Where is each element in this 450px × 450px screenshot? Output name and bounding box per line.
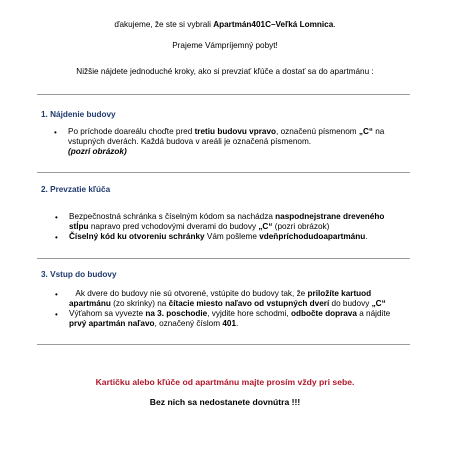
- text-bold: čítacie miesto naľavo od vstupných dverí: [168, 299, 330, 308]
- reminder-text: Kartičku alebo kľúče od apartmánu majte prosím vždy pri sebe.: [95, 377, 355, 387]
- section-1-title: 1. Nájdenie budovy: [41, 110, 116, 119]
- section-2-bullet-2: [69, 232, 367, 242]
- text: a nájdite: [356, 309, 391, 318]
- divider: [37, 94, 410, 95]
- section-3-bullet-2-line-2: [69, 319, 238, 329]
- bullet: •: [55, 233, 58, 242]
- text: Po príchode doareálu choďte pred: [68, 127, 195, 136]
- section-3-bullet-2-line-1: [69, 309, 390, 319]
- divider: [37, 172, 410, 173]
- section-3-bullet-1-line-2: [69, 299, 386, 309]
- text: Vám pošleme: [204, 232, 260, 241]
- text: (pozri obrázok): [272, 222, 330, 231]
- apartment-name: Apartmán401C–Veľká Lomnica: [213, 20, 334, 29]
- divider: [37, 344, 410, 345]
- text-bold: „C“: [358, 127, 373, 136]
- section-3-bullet-1-line-1: [69, 289, 371, 299]
- text: .: [236, 319, 239, 328]
- text-bold: Číselný kód ku otvoreniu schránky: [69, 232, 205, 241]
- bullet: •: [55, 213, 58, 222]
- thanks-line: [0, 20, 450, 29]
- text: do budovy: [329, 299, 372, 308]
- text: .: [365, 232, 368, 241]
- section-2-title: 2. Prevzatie kľúča: [41, 185, 111, 194]
- text-bold: priložíte kartuod: [307, 289, 372, 298]
- section-2-bullet-1-line-2: [69, 222, 329, 232]
- text: Ak dvere do budovy nie sú otvorené, vstúpite do budovy tak, že: [69, 289, 308, 298]
- thanks-suffix: .: [333, 20, 336, 29]
- section-2-bullet-1-line-1: [69, 212, 384, 222]
- section-3-title: 3. Vstup do budovy: [41, 270, 117, 279]
- divider: [37, 258, 410, 259]
- text-bold: na 3. poschodie: [145, 309, 208, 318]
- text-bold: apartmánu: [69, 299, 111, 308]
- section-1-text-line-3: (pozri obrázok): [68, 147, 127, 156]
- text: Výťahom sa vyvezte: [69, 309, 146, 318]
- closing-text: Bez nich sa nedostanete dovnútra !!!: [149, 397, 301, 407]
- text-bold: naspodnejstrane dreveného: [275, 212, 385, 221]
- text: na: [372, 127, 385, 136]
- text-bold: 401: [222, 319, 237, 328]
- text-bold: prvý apartmán naľavo: [69, 319, 155, 328]
- text-bold: „C“: [258, 222, 273, 231]
- bullet: •: [54, 128, 57, 137]
- text-bold: „C“: [371, 299, 386, 308]
- thanks-prefix: ďakujeme, že ste si vybrali: [114, 20, 214, 29]
- text: , vyjdite hore schodmi,: [207, 309, 291, 318]
- text: (zo skrinky) na: [110, 299, 169, 308]
- text-bold: odbočte doprava: [290, 309, 357, 318]
- text-bold: tretiu budovu vpravo: [194, 127, 277, 136]
- bullet: •: [55, 290, 58, 299]
- text: , označený číslom: [154, 319, 223, 328]
- section-1-text-line-2: vstupných dverách. Každá budova v areáli je označená písmenom.: [68, 137, 312, 146]
- section-1-text-line-1: [68, 127, 384, 137]
- text: , označenú písmenom: [276, 127, 359, 136]
- intro-line: Nižšie nájdete jednoduché kroky, ako si prevziať kľúče a dostať sa do apartmánu :: [76, 67, 374, 76]
- text: Bezpečnostná schránka s číselným kódom sa nachádza: [69, 212, 276, 221]
- bullet: •: [55, 310, 58, 319]
- text-bold: stĺpu: [69, 222, 89, 231]
- text-bold: vdeňpríchodudoapartmánu: [259, 232, 366, 241]
- wish-line: Prajeme Vámpríjemný pobyt!: [172, 41, 278, 50]
- text: napravo pred vchodovými dverami do budovy: [88, 222, 259, 231]
